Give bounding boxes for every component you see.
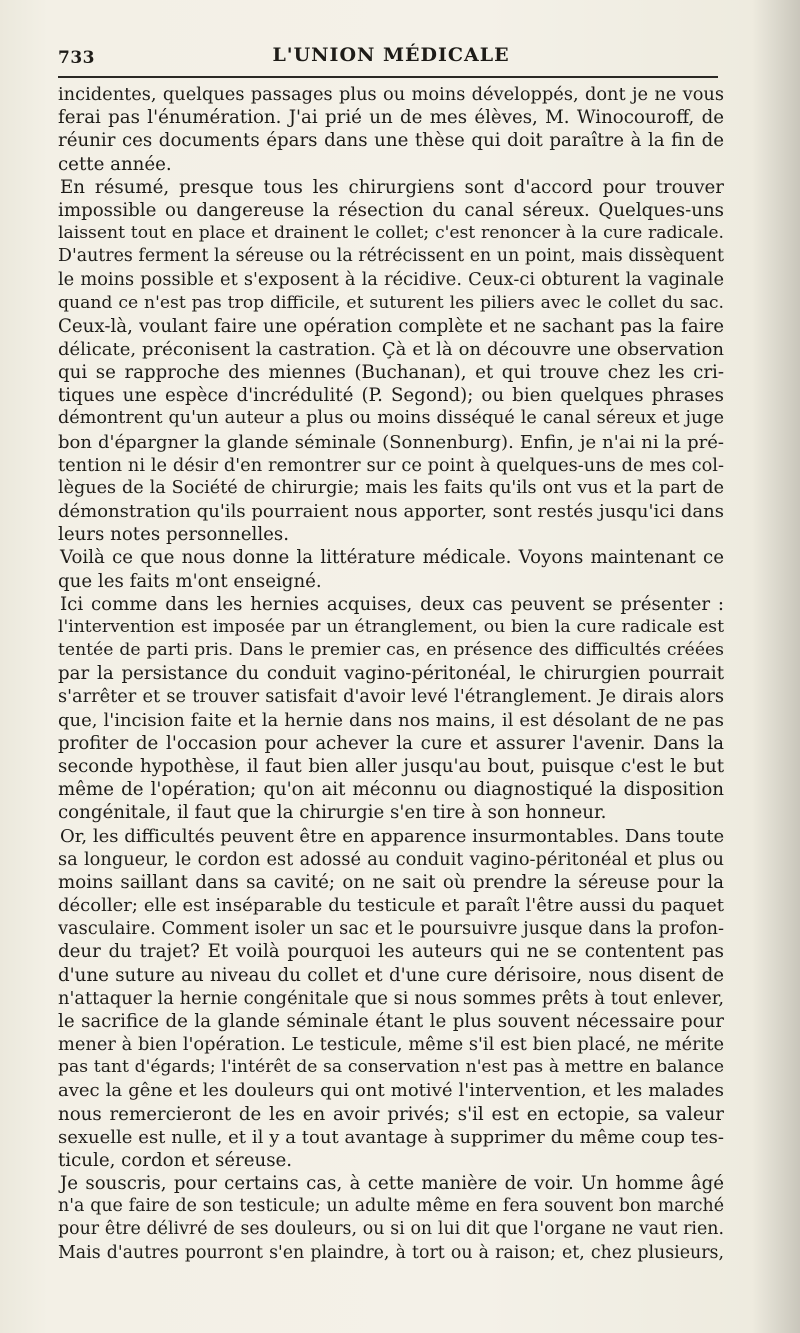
text-line: seconde hypothèse, il faut bien aller jusqu'au bout, puisque c'est le but — [58, 755, 724, 777]
page-number: 733 — [58, 48, 95, 68]
text-line: Ici comme dans les hernies acquises, deux cas peuvent se présenter : — [60, 593, 724, 615]
text-line: décoller; elle est inséparable du testicule et paraît l'être aussi du paquet — [58, 895, 724, 917]
text-line: ferai pas l'énumération. J'ai prié un de mes élèves, M. Winocouroff, de — [58, 107, 724, 129]
text-line: quand ce n'est pas trop difficile, et suturent les piliers avec le collet du sac. — [58, 292, 724, 313]
running-title: L'UNION MÉDICALE — [272, 44, 510, 66]
text-line: le moins possible et s'exposent à la récidive. Ceux-ci obturent la vaginale — [58, 269, 724, 291]
text-line: deur du trajet? Et voilà pourquoi les auteurs qui ne se contentent pas — [58, 941, 724, 963]
text-line: pour être délivré de ses douleurs, ou si on lui dit que l'organe ne vaut rien. — [58, 1219, 724, 1240]
text-line: lègues de la Société de chirurgie; mais les faits qu'ils ont vus et la part de — [58, 477, 724, 498]
text-line: sexuelle est nulle, et il y a tout avantage à supprimer du même coup tes- — [58, 1126, 724, 1148]
body-text — [58, 83, 724, 1265]
text-line: avec la gêne et les douleurs qui ont motivé l'intervention, et les malades — [58, 1080, 724, 1102]
text-line: cette année. — [58, 153, 172, 175]
text-line: d'une suture au niveau du collet et d'une cure dérisoire, nous disent de — [58, 964, 724, 986]
page-header — [58, 40, 724, 76]
text-line: incidentes, quelques passages plus ou moins développés, dont je ne vous — [58, 84, 724, 105]
text-line: nous remercieront de les en avoir privés; s'il est en ectopie, sa valeur — [58, 1103, 724, 1125]
text-line: tentée de parti pris. Dans le premier cas, en présence des difficultés créées — [58, 640, 724, 661]
header-rule — [58, 76, 718, 78]
text-line: même de l'opération; qu'on ait méconnu ou diagnostiqué la disposition — [58, 779, 724, 801]
text-line: Mais d'autres pourront s'en plaindre, à tort ou à raison; et, chez plusieurs, — [58, 1242, 724, 1263]
text-line: l'intervention est imposée par un étranglement, ou bien la cure radicale est — [58, 616, 724, 637]
text-line: n'attaquer la hernie congénitale que si nous sommes prêts à tout enlever, — [58, 987, 724, 1009]
text-line: qui se rapproche des miennes (Buchanan), et qui trouve chez les cri- — [58, 362, 724, 384]
text-line: le sacrifice de la glande séminale étant le plus souvent nécessaire pour — [58, 1010, 724, 1032]
text-line: Je souscris, pour certains cas, à cette manière de voir. Un homme âgé — [60, 1173, 724, 1195]
text-line: Ceux-là, voulant faire une opération complète et ne sachant pas la faire — [58, 315, 724, 337]
text-line: Voilà ce que nous donne la littérature médicale. Voyons maintenant ce — [60, 547, 724, 569]
text-line: bon d'épargner la glande séminale (Sonnenburg). Enfin, je n'ai ni la pré- — [58, 431, 724, 453]
text-line: délicate, préconisent la castration. Çà et là on découvre une observation — [58, 338, 724, 360]
text-line: réunir ces documents épars dans une thèse qui doit paraître à la fin de — [58, 130, 724, 152]
text-line: tention ni le désir d'en remontrer sur ce point à quelques-uns de mes col- — [58, 454, 724, 476]
text-line: sa longueur, le cordon est adossé au conduit vagino-péritonéal et plus ou — [58, 848, 724, 870]
text-line: mener à bien l'opération. Le testicule, même s'il est bien placé, ne mérite — [58, 1034, 724, 1056]
text-line: Or, les difficultés peuvent être en apparence insurmontables. Dans toute — [60, 825, 724, 847]
text-line: impossible ou dangereuse la résection du canal séreux. Quelques-uns — [58, 199, 724, 221]
text-line: que, l'incision faite et la hernie dans nos mains, il est désolant de ne pas — [58, 709, 724, 731]
text-line: moins saillant dans sa cavité; on ne sait où prendre la séreuse pour la — [58, 871, 724, 893]
text-line: En résumé, presque tous les chirurgiens sont d'accord pour trouver — [60, 176, 724, 198]
text-line: que les faits m'ont enseigné. — [58, 570, 322, 592]
text-line: n'a que faire de son testicule; un adulte même en fera souvent bon marché — [58, 1196, 724, 1217]
text-line: tiques une espèce d'incrédulité (P. Segond); ou bien quelques phrases — [58, 385, 724, 407]
text-line: profiter de l'occasion pour achever la cure et assurer l'avenir. Dans la — [58, 732, 724, 754]
text-line: s'arrêter et se trouver satisfait d'avoir levé l'étranglement. Je dirais alors — [58, 686, 724, 708]
text-line: ticule, cordon et séreuse. — [58, 1149, 293, 1171]
text-line: démonstration qu'ils pourraient nous apporter, sont restés jusqu'ici dans — [58, 501, 724, 523]
text-line: laissent tout en place et drainent le collet; c'est renoncer à la cure radicale. — [58, 223, 724, 244]
text-line: leurs notes personnelles. — [58, 524, 290, 546]
text-line: D'autres ferment la séreuse ou la rétrécissent en un point, mais dissèquent — [58, 246, 724, 267]
text-line: vasculaire. Comment isoler un sac et le poursuivre jusque dans la profon- — [58, 918, 724, 940]
text-line: démontrent qu'un auteur a plus ou moins disséqué le canal séreux et juge — [58, 408, 724, 429]
text-line: congénitale, il faut que la chirurgie s'en tire à son honneur. — [58, 802, 607, 824]
text-line: pas tant d'égards; l'intérêt de sa conservation n'est pas à mettre en balance — [58, 1057, 724, 1078]
text-line: par la persistance du conduit vagino-péritonéal, le chirurgien pourrait — [58, 663, 724, 685]
